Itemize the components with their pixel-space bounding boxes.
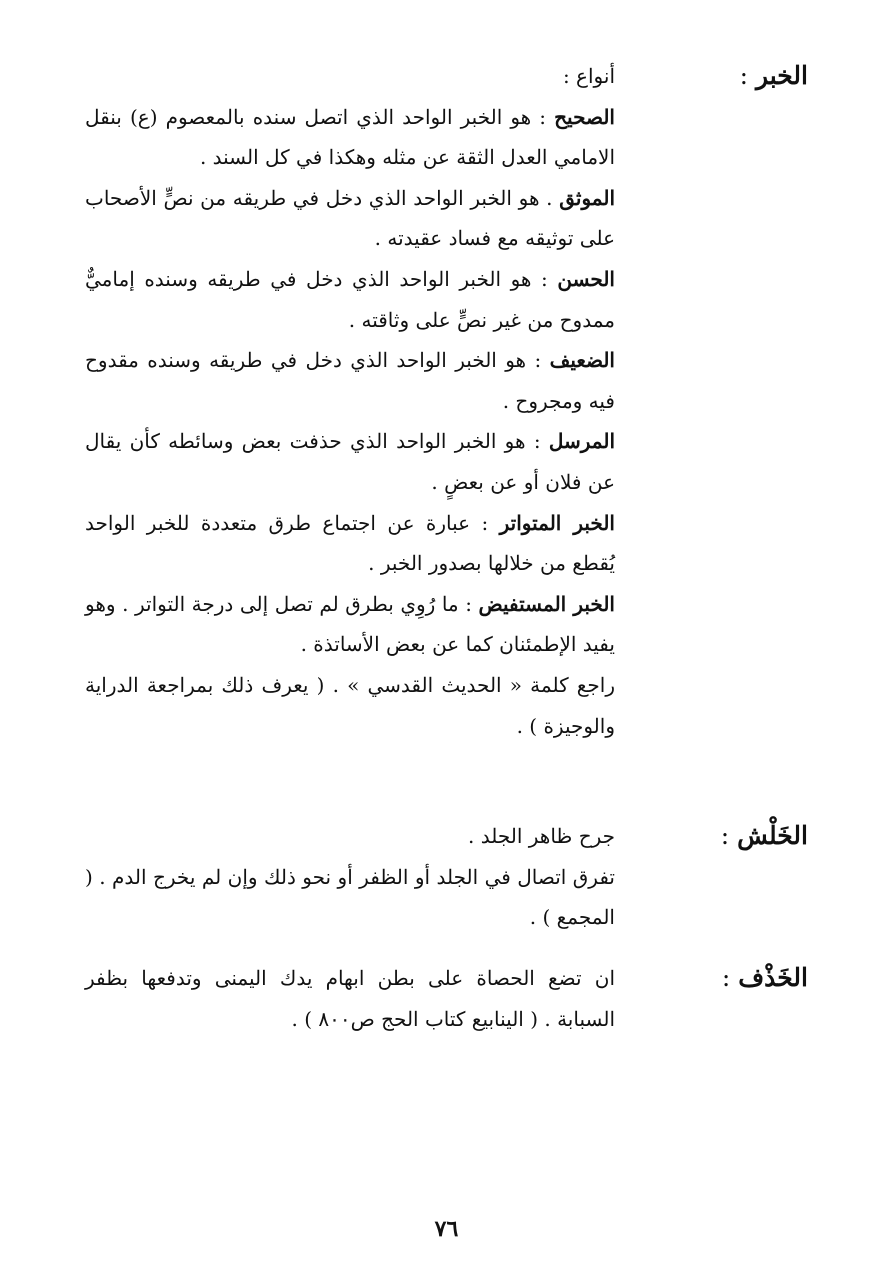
page-number: ٧٦ — [434, 1216, 459, 1242]
subtype-heading: الصحيح — [554, 104, 615, 129]
definition-line — [85, 503, 615, 584]
subtype-heading: الخبر المستفيض — [478, 591, 615, 616]
entry-definitions-khabar — [85, 56, 615, 746]
definition-line — [85, 56, 615, 97]
definition-line — [85, 178, 615, 259]
definition-line — [85, 665, 615, 746]
term-colon: : — [721, 963, 739, 992]
definition-line — [85, 584, 615, 665]
definition-text: راجع كلمة « الحديث القدسي » . ( يعرف ذلك بمراجعة الدراية والوجيزة ) . — [85, 672, 615, 738]
definition-text: تفرق اتصال في الجلد أو الظفر أو نحو ذلك وإن لم يخرج الدم . ( المجمع ) . — [85, 864, 615, 930]
definition-text: ان تضع الحصاة على بطن ابهام يدك اليمنى وتدفعها بظفر السبابة . ( الينابيع كتاب الحج ص٨٠٠ ) . — [85, 966, 615, 1031]
definition-text: جرح ظاهر الجلد . — [467, 824, 615, 848]
definition-text: أنواع : — [562, 64, 615, 88]
subtype-heading: الحسن — [557, 266, 615, 291]
definition-text: : هو الخبر الواحد الذي دخل في طريقه وسنده إماميٌّ ممدوح من غير نصٍّ على وثاقته . — [85, 266, 615, 332]
subtype-heading: المرسل — [548, 429, 615, 454]
subtype-heading: الضعيف — [549, 348, 615, 373]
definition-text: : هو الخبر الواحد الذي حذفت بعض وسائطه كأن يقال عن فلان أو عن بعضٍ . — [85, 429, 615, 494]
definition-line — [85, 421, 615, 502]
term-colon: : — [739, 61, 756, 90]
term-word: الخَذْف — [738, 963, 808, 992]
entry-definitions-khadhf — [85, 958, 615, 1039]
definition-text: : هو الخبر الواحد الذي دخل في طريقه وسنده مقدوح فيه ومجروح . — [85, 348, 615, 413]
entry-definitions-khalsh — [85, 816, 615, 938]
definition-line — [85, 958, 615, 1039]
subtype-heading: الخبر المتواتر — [499, 510, 615, 535]
subtype-heading: الموثق — [559, 185, 615, 210]
term-word: الخبر — [755, 61, 808, 90]
term-colon: : — [720, 821, 738, 850]
definition-line — [85, 259, 615, 340]
term-word: الخَلْش — [737, 821, 808, 850]
definition-text: : ما رُوِي بطرق لم تصل إلى درجة التواتر . وهو يفيد الإطمئنان كما عن بعض الأساتذة . — [85, 591, 615, 657]
entry-term-khadhf — [668, 958, 808, 998]
definition-text: : عبارة عن اجتماع طرق متعددة للخبر الواحد يُقطع من خلالها بصدور الخبر . — [85, 510, 615, 576]
definition-line — [85, 857, 615, 938]
entry-term-khalsh — [668, 816, 808, 856]
definition-line — [85, 816, 615, 857]
definition-line — [85, 340, 615, 421]
definition-line — [85, 97, 615, 178]
definition-text: : هو الخبر الواحد الذي اتصل سنده بالمعصوم (ع) بنقل الامامي العدل الثقة عن مثله وهكذا في كل السند . — [85, 104, 615, 170]
entry-term-khabar — [668, 56, 808, 96]
definition-text: . هو الخبر الواحد الذي دخل في طريقه من نصٍّ الأصحاب على توثيقه مع فساد عقيدته . — [85, 185, 615, 251]
